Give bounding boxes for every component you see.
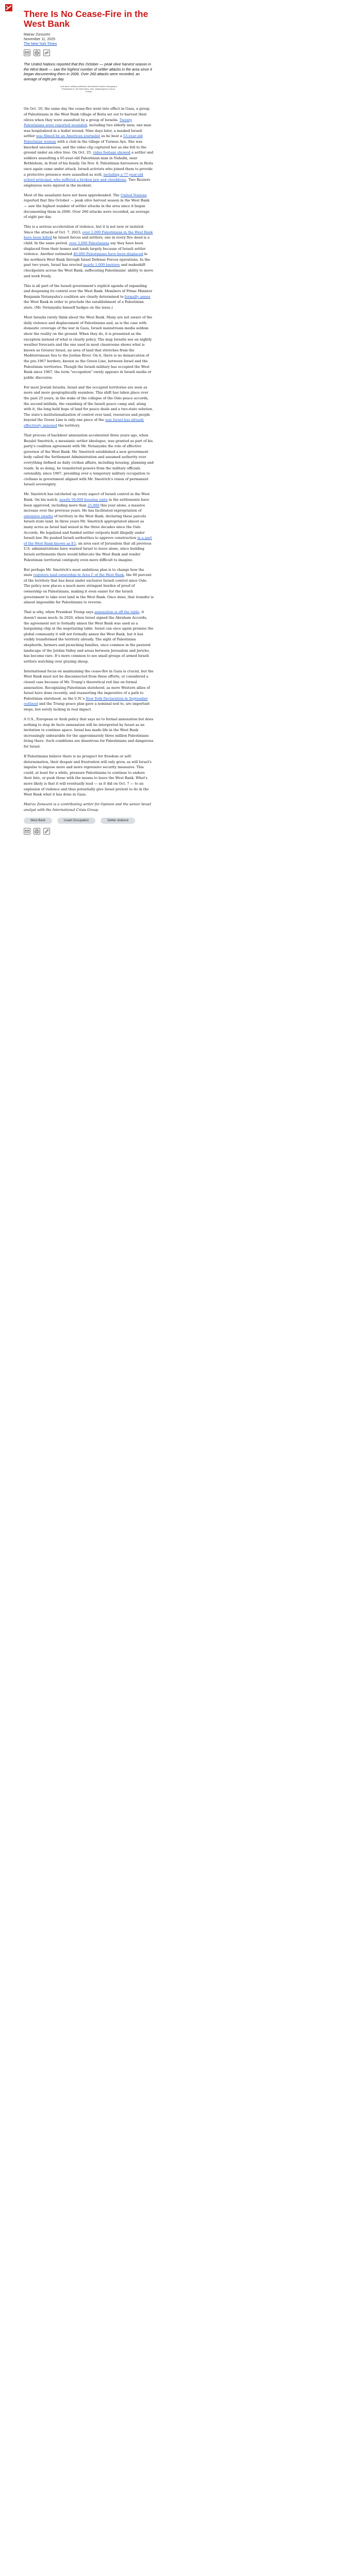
paragraph-text: That process of backdoor annexation accelerated three years ago, when Bezalel Smotrich, a messianic settler ideologue, was granted as part of his party's coalition agreement with Mr. Netanyahu the role of effective governor of the West Bank. Mr. Smotrich established a new government body called the Settlement Administration and assumed authority over everything defined as daily civilian affairs, including housing, planning and roads. In so doing, he transferred powers from the military officials ostensibly, since 1967, presiding over a temporary military occupation to civilians in government aligned with Mr. Smotrich's vision of permanent Israeli sovereignty. bbox=[24, 433, 154, 487]
article-summary: The United Nations reported that this October — peak olive harvest season in the West Bank — saw the highest number of settler attacks in the area since it began documenting them in 2006. Over 260 attacks were recorded, an average of eight per day. bbox=[24, 62, 152, 81]
paragraph-text: as he beat a bbox=[100, 134, 123, 139]
body-paragraph bbox=[24, 609, 154, 664]
paragraph-text: , it doesn't mean much. In 2020, when Israel signed the Abraham Accords, the agreement not to formally annex the West Bank was used as a bargaining chip at the negotiating table. Israel can once again promise the global community it will not formally annex the West Bank, but it has visibly transformed the territory already. The sight of Palestinian shepherds, farmers and picnicking families, once common in the pastoral landscape of the Jordan Valley and areas between Jerusalem and Jericho, has become rare. It's more common to see small groups of armed Israeli settlers watching over grazing sheep. bbox=[24, 610, 154, 664]
body-paragraph bbox=[24, 283, 154, 311]
paragraph-text: International focus on maintaining the cease-fire in Gaza is crucial, but the West Bank must not be disconnected from these efforts, or considered a closed case because of Mr. Trump's theoretical red line on formal annexation. Recognizing Palestinian statehood, as more Western allies of Israel have done recently, and reasserting the imperative of a path to Palestinian statehood, as the U.N.'s bbox=[24, 669, 154, 701]
link-icon bbox=[44, 829, 49, 834]
share-print-button-bottom[interactable] bbox=[34, 828, 40, 835]
print-icon bbox=[35, 50, 39, 55]
paragraph-text: , the 60 percent of the territory that has been under exclusive Israeli control since Oslo. The policy now places a much more stringent burden of proof of ownership on Palestinians, making it even easier for the Israeli government to take over land in the West Bank. Once done, that transfer is almost impossible for Palestinians to reverse. bbox=[24, 573, 154, 605]
share-link-button-bottom[interactable] bbox=[43, 828, 50, 835]
image-caption: Last week, military bulldozers demolished houses belonging to Palestinians in the West Bank. Zain Jaafar/Agence France-Presse bbox=[60, 85, 118, 93]
inline-link[interactable]: video footage showed bbox=[93, 150, 130, 155]
article-body bbox=[24, 106, 154, 797]
inline-link[interactable]: nearly 50,000 housing units bbox=[59, 498, 108, 502]
inline-link[interactable]: nearly 1,000 barriers bbox=[83, 263, 120, 267]
body-paragraph bbox=[24, 669, 154, 713]
tag-settler-violence[interactable]: Settler violence bbox=[101, 818, 135, 824]
inline-link[interactable]: was filmed by an American journalist bbox=[36, 134, 101, 139]
inline-link[interactable]: way Israel has already effectively annexed bbox=[24, 418, 144, 428]
paragraph-text: by Israeli forces and settlers; one in every five dead is a child. In the same period, bbox=[24, 235, 150, 246]
paragraph-text: This is all part of the Israeli government's explicit agenda of expanding and deepening its control over the West Bank. Members of Prime Minister Benjamin Netanyahu's coalition are clearly determined to bbox=[24, 283, 153, 299]
topic-tags bbox=[24, 818, 142, 824]
body-paragraph bbox=[24, 106, 154, 188]
link-icon bbox=[44, 50, 49, 55]
paragraph-text: A U.S., European or Arab policy that says no to formal annexation but does nothing to stop de facto annexation will be interpreted by Israel as an invitation to continue apace. Israel has made life in the West Bank increasingly unbearable for the approximately three million Palestinians living there. Such conditions are disastrous for Palestinians and dangerous for Israel. bbox=[24, 717, 154, 749]
inline-link[interactable]: registers land ownership in Area C of the West Bank bbox=[33, 573, 124, 578]
inline-link[interactable]: United Nations bbox=[120, 193, 147, 197]
body-paragraph bbox=[24, 567, 154, 605]
paragraph-text: in the northern West Bank through Israel Defense Forces operations. In the past two years, Israel has erected bbox=[24, 252, 150, 267]
share-email-button-bottom[interactable] bbox=[24, 828, 30, 835]
tag-west-bank[interactable]: West Bank bbox=[24, 818, 52, 824]
inline-link[interactable]: Twenty Palestinians were reported wounded bbox=[24, 117, 133, 128]
body-paragraph bbox=[24, 754, 154, 798]
inline-link[interactable]: including a 77-year-old school principal, who suffered a broken jaw and cheekbone bbox=[24, 172, 143, 182]
body-paragraph bbox=[24, 193, 154, 220]
inline-link[interactable]: 53-year-old Palestinian woman bbox=[24, 134, 143, 144]
paragraph-text: a settler and soldiers assaulting a 65-year-old Palestinian man in Nahalin, near Bethlehem, in front of his family. On Nov. 8, Palestinian harvesters in Beita once again came under attack. Israeli activists who joined them to provide a protective presence were assaulted as well, bbox=[24, 150, 154, 177]
article bbox=[24, 9, 154, 835]
paragraph-text: , an area east of Jerusalem that all previous U.S. administrations have warned Israel to leave alone, since building Israeli settlements there would bifurcate the West Bank and render Palestinian territorial contiguity even more difficult to imagine. bbox=[24, 541, 152, 562]
inline-link[interactable]: annexation is off the table bbox=[94, 610, 140, 615]
inline-link[interactable]: extensive swaths bbox=[24, 514, 53, 518]
logo-icon[interactable] bbox=[5, 4, 12, 11]
body-paragraph bbox=[24, 433, 154, 487]
author: Mairav Zonszein bbox=[24, 33, 51, 37]
paragraph-text: reported that this October — peak olive harvest season in the West Bank — saw the highest number of settler attacks in the area since it began documenting them in 2006. Over 260 attacks were recorded, an average of eight per day. bbox=[24, 198, 150, 219]
paragraph-text: say they have been displaced from their homes and lands largely because of Israeli settler violence. Another estimated bbox=[24, 241, 146, 257]
inline-link[interactable]: over 1,000 Palestinians in the West Bank have been killed bbox=[24, 230, 153, 240]
body-paragraph bbox=[24, 315, 154, 380]
email-icon bbox=[25, 829, 29, 834]
paragraph-text: On Oct. 10, the same day the cease-fire went into effect in Gaza, a group of Palestinians in the West Bank village of Beita set out to harvest their olives when they were assaulted by a group of Israelis. bbox=[24, 107, 150, 122]
paragraph-text: with a club in the village of Turmus Aya. She was knocked unconscious, and the video clip captured her as she fell to the ground under an olive tree. On Oct. 25, bbox=[24, 139, 146, 155]
paragraph-text: the West Bank in order to preclude the establishment of a Palestinian state. (Mr. Netanyahu himself hedges on the issue.) bbox=[24, 300, 144, 310]
paragraph-text: and the Trump peace plan gave a nominal nod to, are important steps, but sorely lacking in real impact. bbox=[24, 702, 150, 711]
publish-date: November 11, 2025 bbox=[24, 38, 55, 41]
paragraph-text: this year alone, a massive increase over the previous years. He has facilitated expropriation of bbox=[24, 503, 145, 513]
paragraph-text: in the settlements have been approved, including more than bbox=[24, 498, 150, 507]
inline-link[interactable]: in a part of the West Bank known as E1 bbox=[24, 536, 152, 546]
paragraph-text: That is why, when President Trump says bbox=[24, 610, 94, 615]
inline-link[interactable]: 40,000 Palestinians have been displaced bbox=[73, 252, 143, 257]
body-paragraph bbox=[24, 224, 154, 279]
share-email-button[interactable] bbox=[24, 49, 30, 56]
inline-link[interactable]: over 3,000 Palestinians bbox=[69, 241, 109, 246]
body-paragraph bbox=[24, 492, 154, 563]
paragraph-text: and makeshift checkpoints across the West Bank, suffocating Palestinians' ability to move and work freely. bbox=[24, 263, 153, 278]
inline-link[interactable]: formally annex bbox=[124, 294, 151, 299]
article-meta bbox=[24, 32, 154, 46]
share-bar-bottom bbox=[24, 828, 154, 835]
paragraph-text: If Palestinians believe there is no prospect for freedom or self-determination, their despair and frustration will only grow, as will Israel's impulse to impose more and more repressive security measures. This could, at least for a while, pressure Palestinians to continue to endure their fate, or push those with the means to leave the West Bank. What's more likely is that it will eventually lead — as it did on Oct. 7 — to an explosion of violence and thus potentially give Israel pretext to do in the West Bank what it has done in Gaza. bbox=[24, 754, 152, 797]
inline-link[interactable]: 25,000 bbox=[87, 503, 100, 507]
author-bio: Mairav Zonszein is a contributing writer for Opinion and the senior Israel analyst with the International Crisis Group. bbox=[24, 802, 152, 812]
article-figure bbox=[24, 85, 154, 93]
body-paragraph bbox=[24, 385, 154, 429]
paragraph-text: . Two Reuters employees were injured in the incident. bbox=[24, 178, 151, 188]
paragraph-text: , including two elderly men; one man was hospitalized in a bullet wound. Nine days later, a masked Israeli settler bbox=[24, 123, 152, 139]
paragraph-text: This is a serious acceleration of violence, but it is not new or isolated. Since the attacks of Oct. 7, 2023, bbox=[24, 225, 144, 234]
email-icon bbox=[25, 50, 29, 55]
tag-israeli-occupation[interactable]: Israeli Occupation bbox=[57, 818, 95, 824]
body-paragraph bbox=[24, 717, 154, 750]
paragraph-text: of territory in the West Bank, declaring these parcels Israeli state land. In three years Mr. Smotrich appropriated almost as many acres as Israel had seized in the three decades since the Oslo Accords. He legalized and funded settler outposts built illegally under Israeli law. He pushed Israeli authorities to approve construction bbox=[24, 514, 146, 540]
paragraph-text: For most Jewish Israelis, Israel and the occupied territories are seen as more and more geographically seamless. This shift has taken place over the past 25 years, in the wake of the collapse of the Oslo peace accords, the second intifada, the vanishing of the Israeli peace camp and, along with it, the long-held hope of land for peace deals and a two-state solution. The state's institutionalization of control over land, resources and people beyond the Green Line is only one piece of the bbox=[24, 385, 153, 422]
paragraph-text: Most of the assailants have not been apprehended. The bbox=[24, 193, 121, 197]
paragraph-text: But perhaps Mr. Smotrich's most ambitious plan is to change how the state bbox=[24, 567, 144, 578]
share-print-button[interactable] bbox=[34, 49, 40, 56]
paragraph-text: Most Israelis rarely think about the West Bank. Many are not aware of the daily violence and displacement of Palestinians and, as is the case with domestic coverage of the war in Gaza, Israeli mainstream media seldom show the reality on the ground. When they do, it is presented as the exception instead of what is clearly policy. The map Israelis see on nightly weather forecasts and the one used in most classrooms shows what is known as Greater Israel, an area of land that stretches from the Mediterranean Sea to the Jordan River. On it, there is no demarcation of the pre-1967 borders, known as the Green Line, between Israel and the Palestinian territories. Though the Israeli military has occupied the West Bank since 1967, the term "occupation" rarely appears in Israeli media or public discourse. bbox=[24, 315, 153, 380]
paragraph-text: the territory. bbox=[57, 423, 80, 428]
article-title[interactable]: There Is No Cease-Fire in the West Bank bbox=[24, 9, 149, 29]
share-bar bbox=[24, 49, 154, 56]
print-icon bbox=[35, 829, 39, 834]
inline-link[interactable]: New York Declaration in September outlined bbox=[24, 696, 148, 706]
source-link[interactable]: The New York Times bbox=[24, 42, 57, 46]
share-link-button[interactable] bbox=[43, 49, 50, 56]
paragraph-text: Mr. Smotrich has ratcheted up every aspect of Israeli control in the West Bank. On his watch, bbox=[24, 492, 150, 502]
